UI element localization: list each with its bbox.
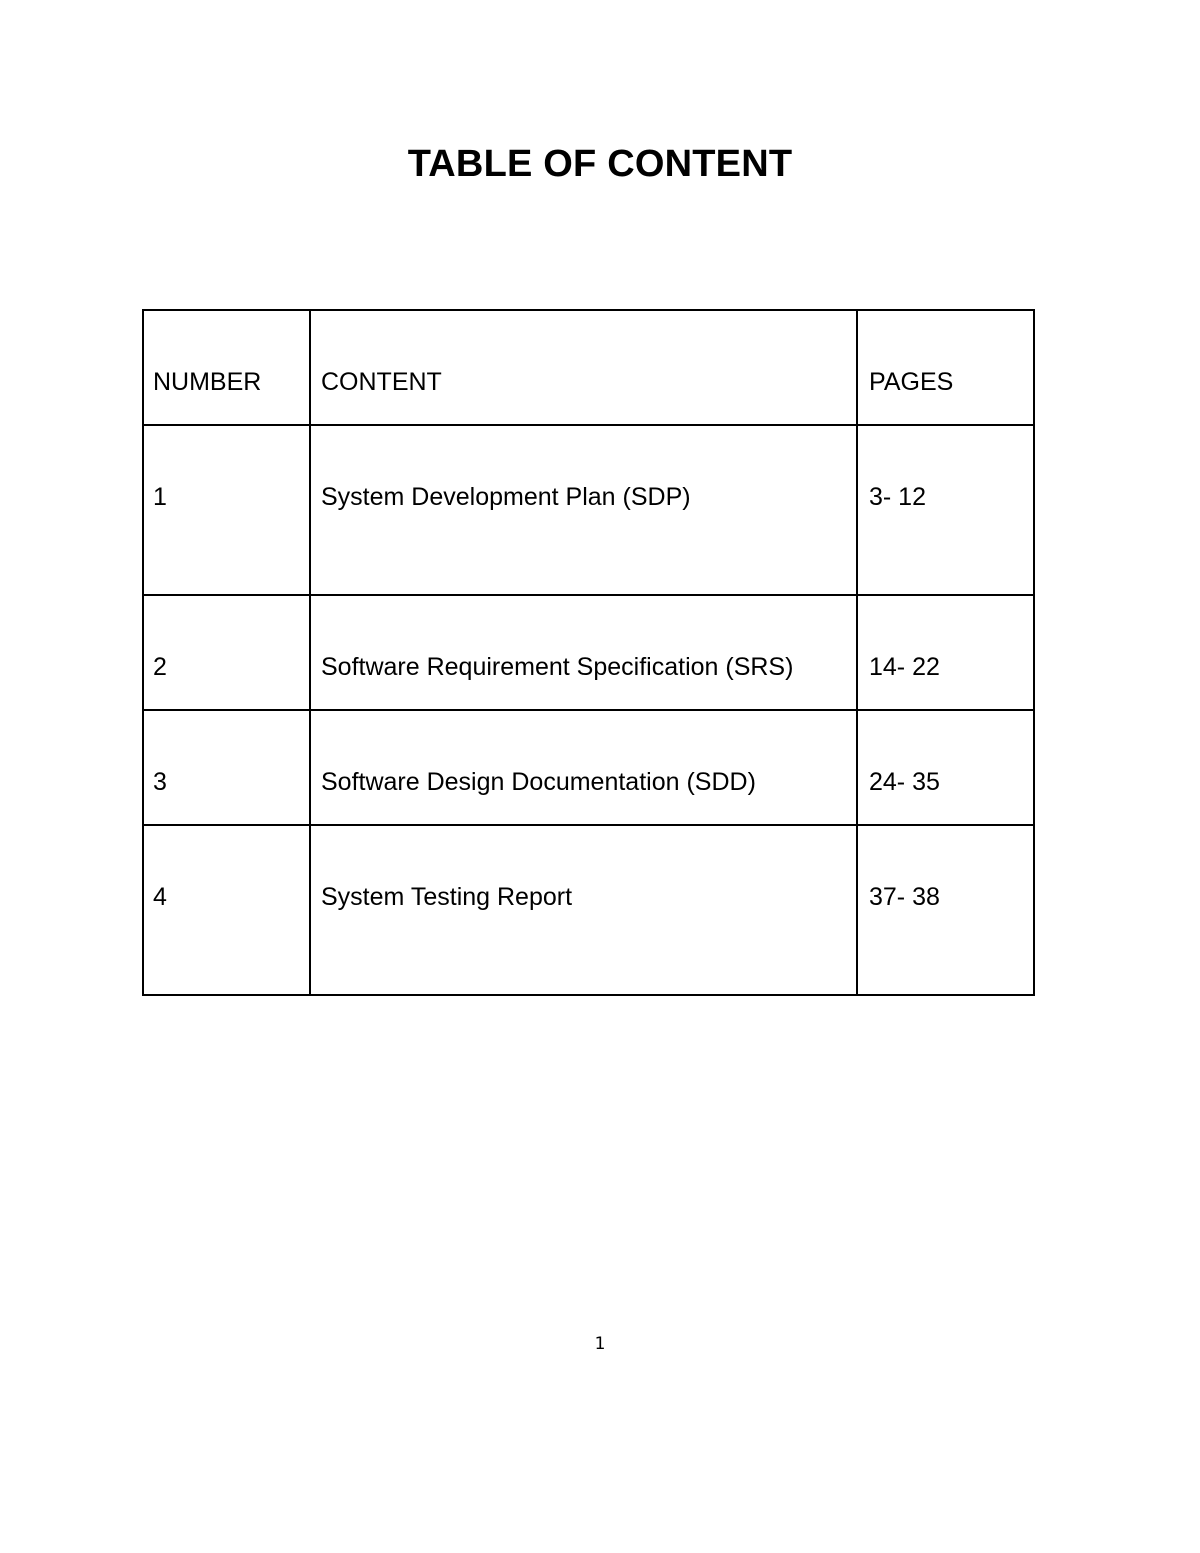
row-number-cell bbox=[143, 595, 310, 710]
row-pages: 3- 12 bbox=[869, 483, 926, 511]
header-number-label: NUMBER bbox=[153, 368, 262, 396]
row-number-cell bbox=[143, 825, 310, 995]
row-pages: 24- 35 bbox=[869, 768, 940, 796]
row-number: 2 bbox=[153, 653, 167, 681]
row-content-cell bbox=[310, 710, 857, 825]
table-header-row bbox=[143, 310, 1034, 425]
row-pages-cell bbox=[857, 425, 1034, 595]
table-row bbox=[143, 825, 1034, 995]
row-content-cell bbox=[310, 595, 857, 710]
row-number-cell bbox=[143, 425, 310, 595]
page-title: TABLE OF CONTENT bbox=[407, 143, 793, 185]
row-content: System Development Plan (SDP) bbox=[321, 483, 691, 511]
row-content-cell bbox=[310, 825, 857, 995]
table-row bbox=[143, 425, 1034, 595]
table-of-content bbox=[142, 309, 1035, 996]
header-pages-label: PAGES bbox=[869, 368, 954, 396]
row-pages-cell bbox=[857, 710, 1034, 825]
row-number: 4 bbox=[153, 883, 167, 911]
table-row bbox=[143, 710, 1034, 825]
page-number: 1 bbox=[594, 1334, 606, 1354]
row-pages: 37- 38 bbox=[869, 883, 940, 911]
table-row bbox=[143, 595, 1034, 710]
row-number-cell bbox=[143, 710, 310, 825]
row-pages: 14- 22 bbox=[869, 653, 940, 681]
row-content: System Testing Report bbox=[321, 883, 573, 911]
row-number: 1 bbox=[153, 483, 167, 511]
row-pages-cell bbox=[857, 595, 1034, 710]
header-number bbox=[143, 310, 310, 425]
row-content: Software Design Documentation (SDD) bbox=[321, 768, 756, 796]
row-number: 3 bbox=[153, 768, 167, 796]
header-content-label: CONTENT bbox=[321, 368, 442, 396]
row-pages-cell bbox=[857, 825, 1034, 995]
row-content: Software Requirement Specification (SRS) bbox=[321, 653, 794, 681]
header-pages bbox=[857, 310, 1034, 425]
row-content-cell bbox=[310, 425, 857, 595]
header-content bbox=[310, 310, 857, 425]
